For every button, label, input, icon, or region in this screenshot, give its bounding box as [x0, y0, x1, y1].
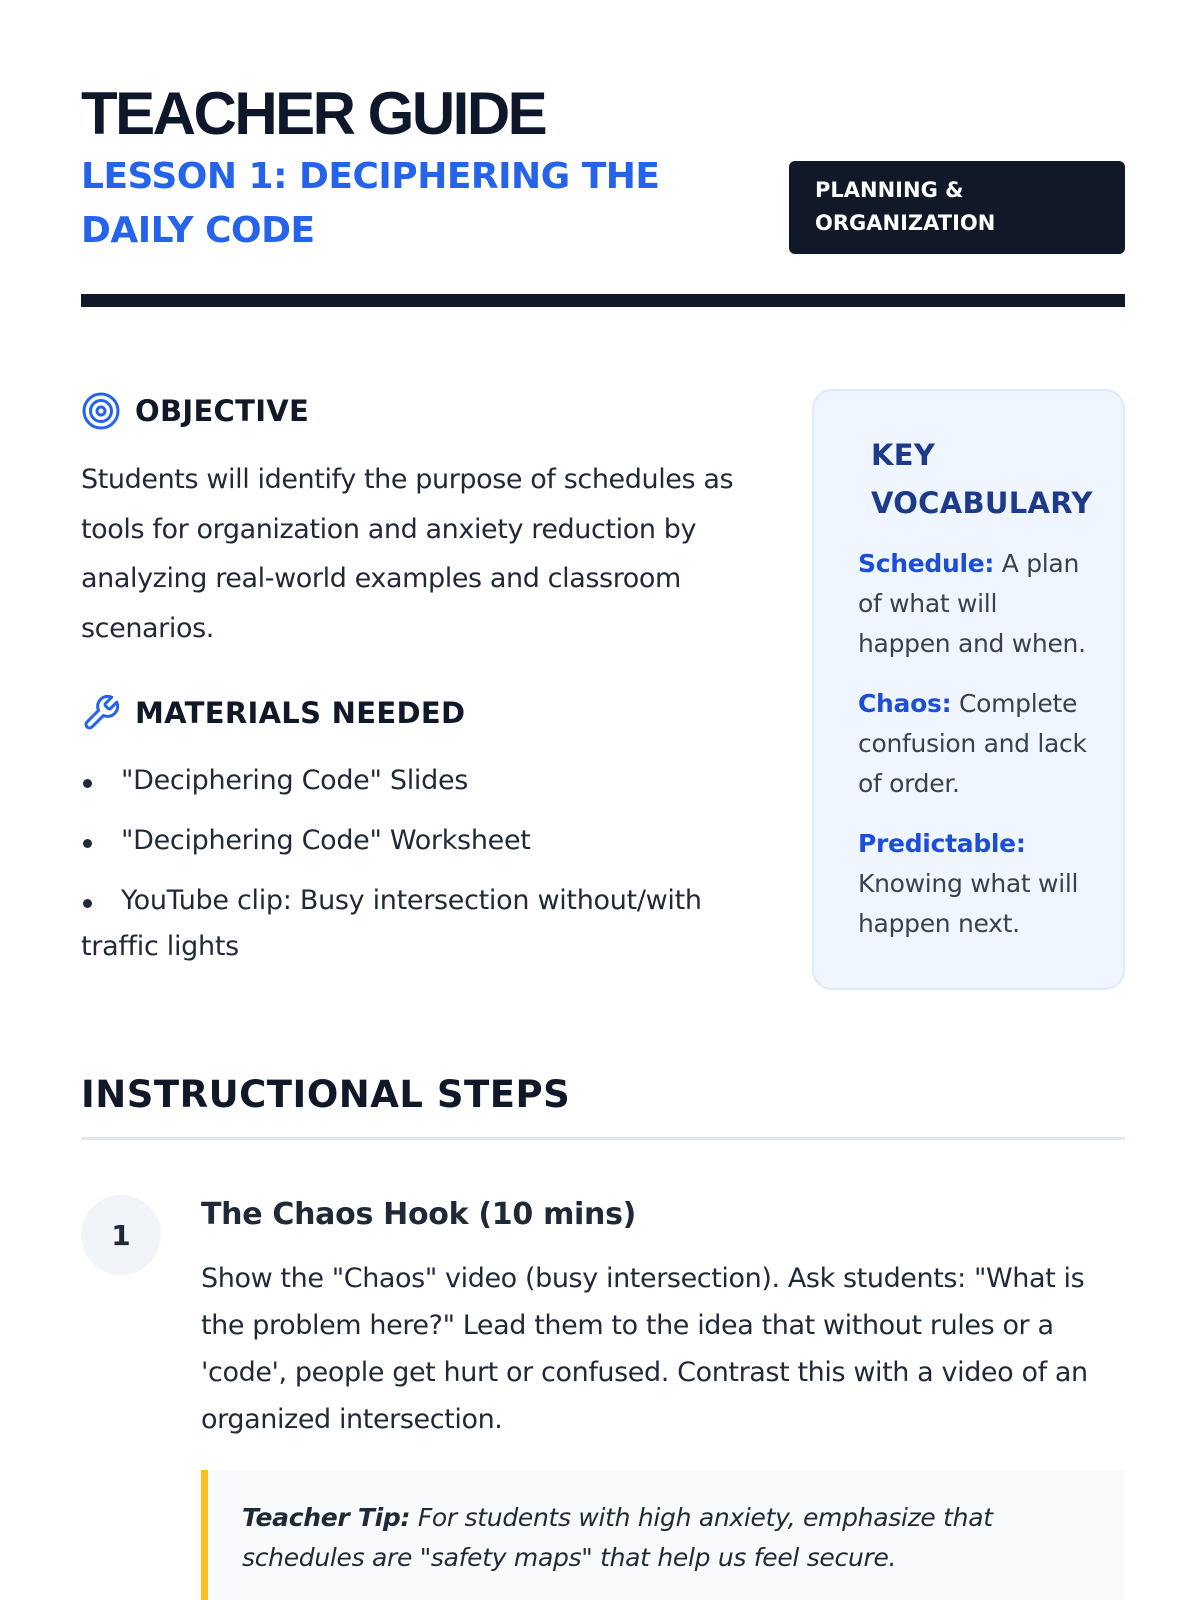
- header-divider: [81, 294, 1125, 307]
- vocab-item-predictable: [858, 824, 1093, 944]
- vocab-item-schedule: [858, 544, 1093, 664]
- key-vocabulary-box: [812, 389, 1125, 990]
- objective-text: Students will identify the purpose of schedules as tools for organization and anxiety reduction by analyzing real-world examples and classroom scenarios.: [81, 464, 734, 644]
- target-icon: [81, 391, 121, 431]
- materials-heading: [81, 693, 465, 733]
- teacher-tip-label: Teacher Tip:: [242, 1503, 411, 1532]
- materials-list: [81, 758, 761, 984]
- page-title: TEACHER GUIDE: [81, 80, 546, 147]
- list-item: YouTube clip: Busy intersection without/with traffic lights: [81, 878, 761, 970]
- vocab-term: Schedule:: [858, 549, 995, 578]
- lesson-title: LESSON 1: DECIPHERING THE DAILY CODE: [81, 156, 660, 251]
- teacher-tip-text: For students with high anxiety, emphasize that schedules are "safety maps" that help us feel secure.: [242, 1503, 993, 1572]
- vocab-item-chaos: [858, 684, 1093, 804]
- vocab-definition: Knowing what will happen next.: [858, 869, 1079, 938]
- materials-heading-label: MATERIALS NEEDED: [135, 696, 466, 730]
- wrench-icon: [81, 693, 121, 733]
- step-number-badge: 1: [81, 1195, 161, 1275]
- teacher-guide-page: [81, 0, 1125, 1600]
- teacher-tip-callout: [201, 1470, 1125, 1600]
- list-item: "Deciphering Code" Worksheet: [81, 818, 761, 864]
- step-title: The Chaos Hook (10 mins): [201, 1197, 637, 1232]
- objective-heading-label: OBJECTIVE: [135, 394, 310, 428]
- list-item: "Deciphering Code" Slides: [81, 758, 761, 804]
- vocab-term: Chaos:: [858, 689, 952, 718]
- objective-heading: [81, 391, 309, 431]
- category-badge: PLANNING & ORGANIZATION: [789, 161, 1125, 254]
- instructional-steps-heading: INSTRUCTIONAL STEPS: [81, 1073, 571, 1116]
- vocab-definition: Complete confusion and lack of order.: [858, 689, 1087, 798]
- vocab-definition: A plan of what will happen and when.: [858, 549, 1086, 658]
- section-divider: [81, 1137, 1125, 1140]
- vocab-term: Predictable:: [858, 829, 1026, 858]
- vocabulary-title: KEY VOCABULARY: [871, 438, 1093, 520]
- step-description: Show the "Chaos" video (busy intersection). Ask students: "What is the problem here?" Lead them to the idea that without rules or a 'code', people get hurt or confused. Contrast this with a video of an organized intersection.: [201, 1263, 1088, 1435]
